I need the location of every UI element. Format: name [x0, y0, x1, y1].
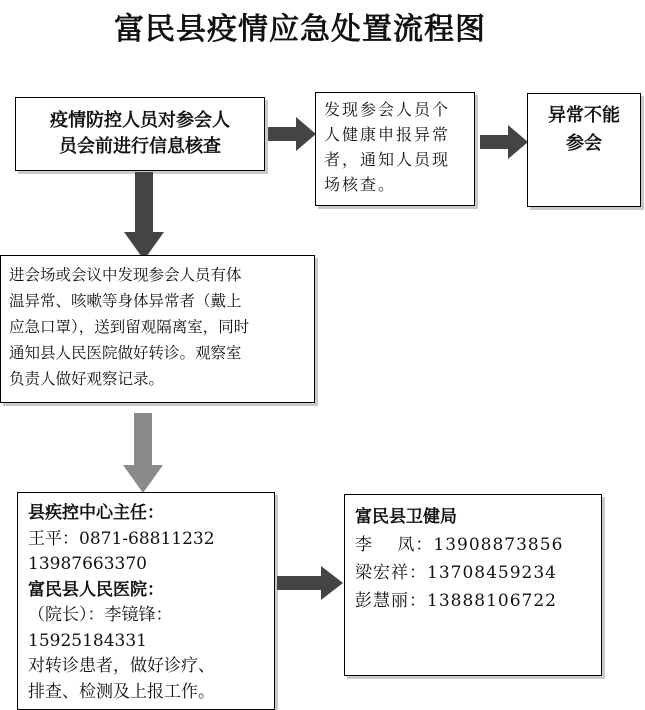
arrow-right-1-shape	[268, 117, 316, 151]
info-check-text: 疫情防控人员对参会人 员会前进行信息核查	[50, 110, 230, 157]
cannot-attend-box	[527, 93, 641, 207]
arrow-down-2-shape	[123, 413, 163, 493]
contact-3: 彭慧丽：13888106722	[355, 591, 557, 611]
arrow-right-1	[268, 117, 316, 151]
onsite-text: 进会场或会议中发现参会人员有体 温异常、咳嗽等身体异常者（戴上 应急口罩），送到留观隔离室，同时 通知县人民医院做好转诊。观察室 负责人做好观察记录。	[9, 266, 250, 388]
cdc-line2: 13987663370	[28, 554, 147, 574]
report-text: 发现参会人员个 人健康申报异常 者，通知人员现 场核查。	[324, 100, 451, 194]
cdc-line5: 对转诊患者，做好诊疗、 排查、检测及上报工作。	[28, 656, 215, 702]
arrow-down-1-shape	[124, 172, 164, 260]
cdc-line3: （院长）：李镜锋：	[28, 605, 173, 625]
arrow-down-2	[123, 413, 163, 493]
report-box	[315, 92, 475, 206]
arrow-right-3	[277, 566, 343, 600]
arrow-down-1	[124, 172, 164, 260]
info-check-box	[15, 97, 265, 171]
hospital-heading: 富民县人民医院：	[28, 579, 164, 600]
cdc-box	[17, 492, 275, 710]
cdc-line1: 王平：0871-68811232	[28, 528, 215, 549]
cdc-line4: 15925184331	[28, 630, 147, 651]
arrow-right-3-shape	[277, 566, 343, 600]
onsite-box	[0, 255, 315, 403]
page-title: 富民县疫情应急处置流程图	[114, 12, 486, 47]
contact-2: 梁宏祥：13708459234	[355, 563, 557, 583]
health-bureau-heading: 富民县卫健局	[355, 507, 457, 527]
cdc-heading: 县疾控中心主任：	[28, 503, 164, 523]
arrow-right-2	[480, 125, 528, 159]
arrow-right-2-shape	[480, 125, 528, 159]
health-bureau-box	[344, 494, 602, 676]
cannot-attend-text: 异常不能 参会	[548, 105, 620, 154]
contact-1: 李 凤：13908873856	[355, 535, 564, 555]
